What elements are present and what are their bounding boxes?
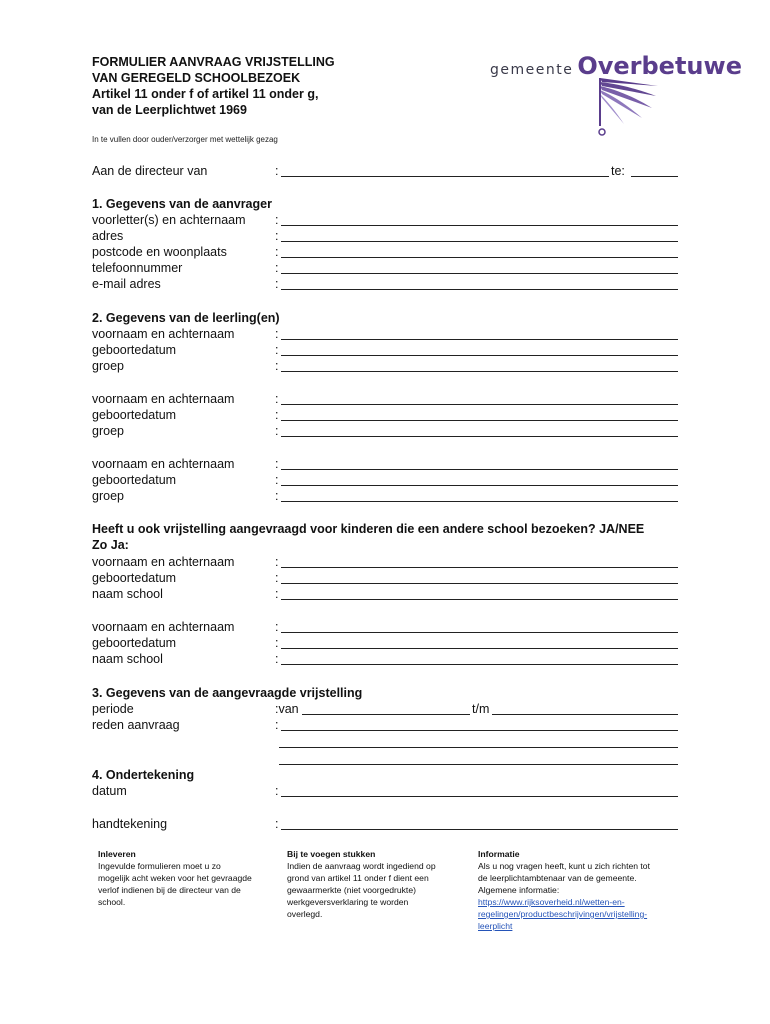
- footer-title: Informatie: [478, 849, 520, 859]
- field-label: adres: [92, 229, 124, 243]
- reason-field-line-3[interactable]: [279, 751, 678, 765]
- colon: :: [275, 261, 279, 275]
- student-3-birthdate-field[interactable]: [281, 472, 678, 486]
- field-label: geboortedatum: [92, 571, 177, 585]
- periode-label: periode: [92, 702, 134, 716]
- student-row: [92, 342, 678, 358]
- section-2-heading: 2. Gegevens van de leerling(en): [92, 311, 280, 325]
- footer-line: mogelijk acht weken voor het gevraagde: [98, 873, 252, 883]
- field-label: voornaam en achternaam: [92, 392, 235, 406]
- footer-line: overlegd.: [287, 909, 323, 919]
- student-1-group-field[interactable]: [281, 358, 678, 372]
- colon: :: [275, 555, 279, 569]
- director-school-field[interactable]: [281, 163, 609, 177]
- datum-label: datum: [92, 784, 127, 798]
- field-label: e-mail adres: [92, 277, 161, 291]
- colon: :: [275, 652, 279, 666]
- reden-label: reden aanvraag: [92, 718, 180, 732]
- reason-field-line-1[interactable]: [281, 717, 678, 731]
- section-1-heading: 1. Gegevens van de aanvrager: [92, 197, 272, 211]
- field-label: geboortedatum: [92, 473, 177, 487]
- footer-title: Inleveren: [98, 849, 136, 859]
- tm-label: t/m: [472, 702, 490, 716]
- student-3-name-field[interactable]: [281, 456, 678, 470]
- colon: :: [275, 636, 279, 650]
- student-2-name-field[interactable]: [281, 391, 678, 405]
- other-school-row: [92, 586, 678, 602]
- other-child-2-school-field[interactable]: [281, 651, 678, 665]
- applicant-email-row: [92, 276, 678, 292]
- student-2-group-field[interactable]: [281, 423, 678, 437]
- field-label: geboortedatum: [92, 343, 177, 357]
- info-link[interactable]: [478, 896, 688, 932]
- colon: :: [275, 213, 279, 227]
- gemeente-logo: [490, 46, 742, 138]
- colon: :: [275, 327, 279, 341]
- fill-in-note: In te vullen door ouder/verzorger met wettelijk gezag: [92, 135, 278, 144]
- field-label: postcode en woonplaats: [92, 245, 227, 259]
- colon: :: [275, 620, 279, 634]
- logo-wave-icon: [550, 76, 660, 138]
- section-4-heading: 4. Ondertekening: [92, 768, 195, 782]
- date-field[interactable]: [281, 783, 678, 797]
- colon: :: [275, 408, 279, 422]
- colon: :: [275, 164, 279, 178]
- other-school-row: [92, 570, 678, 586]
- signature-row: [92, 816, 678, 832]
- applicant-postcode-row: [92, 244, 678, 260]
- field-label: voornaam en achternaam: [92, 555, 235, 569]
- footer-line: school.: [98, 897, 126, 907]
- footer-line: Als u nog vragen heeft, kunt u zich richten tot: [478, 861, 650, 871]
- footer-line: de leerplichtambtenaar van de gemeente.: [478, 873, 637, 883]
- zo-ja-label: Zo Ja:: [92, 538, 129, 552]
- director-label: Aan de directeur van: [92, 164, 208, 178]
- footer-inleveren: [98, 848, 278, 908]
- title-line-3: Artikel 11 onder f of artikel 11 onder g,: [92, 87, 319, 101]
- applicant-address-row: [92, 228, 678, 244]
- field-label: telefoonnummer: [92, 261, 183, 275]
- other-school-row: [92, 554, 678, 570]
- period-row: [92, 701, 678, 717]
- other-school-question: Heeft u ook vrijstelling aangevraagd voor kinderen die een andere school bezoeken? JA/NEE: [92, 522, 645, 536]
- link-line[interactable]: leerplicht: [478, 921, 513, 931]
- colon: :: [275, 718, 279, 732]
- applicant-address-field[interactable]: [281, 228, 678, 242]
- colon: :: [275, 229, 279, 243]
- colon: :: [275, 473, 279, 487]
- other-child-1-school-field[interactable]: [281, 586, 678, 600]
- colon: :: [275, 784, 279, 798]
- student-row: [92, 358, 678, 374]
- student-row: [92, 407, 678, 423]
- logo-word-gemeente: gemeente: [490, 62, 574, 78]
- applicant-name-row: [92, 212, 678, 228]
- signature-field[interactable]: [281, 816, 678, 830]
- student-3-group-field[interactable]: [281, 488, 678, 502]
- footer-bij-te-voegen: [287, 848, 467, 920]
- field-label: voornaam en achternaam: [92, 457, 235, 471]
- student-row: [92, 423, 678, 439]
- period-start-field[interactable]: [302, 701, 470, 715]
- footer-informatie: [478, 848, 688, 932]
- date-row: [92, 783, 678, 799]
- applicant-name-field[interactable]: [281, 212, 678, 226]
- reason-field-line-2[interactable]: [279, 734, 678, 748]
- colon: :: [275, 277, 279, 291]
- footer-title: Bij te voegen stukken: [287, 849, 376, 859]
- colon: :: [275, 343, 279, 357]
- colon: :: [275, 457, 279, 471]
- other-child-2-birthdate-field[interactable]: [281, 635, 678, 649]
- footer-line: grond van artikel 11 onder f dient een: [287, 873, 429, 883]
- field-label: voorletter(s) en achternaam: [92, 213, 246, 227]
- link-line[interactable]: https://www.rijksoverheid.nl/wetten-en-: [478, 897, 625, 907]
- link-line[interactable]: regelingen/productbeschrijvingen/vrijstelling-: [478, 909, 648, 919]
- field-label: geboortedatum: [92, 636, 177, 650]
- footer-line: verlof indienen bij de directeur van de: [98, 885, 241, 895]
- field-label: groep: [92, 424, 124, 438]
- title-line-1: FORMULIER AANVRAAG VRIJSTELLING: [92, 55, 335, 69]
- colon: :: [275, 392, 279, 406]
- footer-line: Indien de aanvraag wordt ingediend op: [287, 861, 436, 871]
- footer-line: Algemene informatie:: [478, 885, 560, 895]
- applicant-email-field[interactable]: [281, 276, 678, 290]
- title-line-4: van de Leerplichtwet 1969: [92, 103, 247, 117]
- student-2-birthdate-field[interactable]: [281, 407, 678, 421]
- colon: :: [275, 359, 279, 373]
- form-title: [92, 54, 392, 118]
- other-child-2-name-field[interactable]: [281, 619, 678, 633]
- student-1-name-field[interactable]: [281, 326, 678, 340]
- other-school-row: [92, 619, 678, 635]
- student-row: [92, 391, 678, 407]
- student-row: [92, 488, 678, 504]
- period-end-field[interactable]: [492, 701, 678, 715]
- field-label: voornaam en achternaam: [92, 620, 235, 634]
- student-1-birthdate-field[interactable]: [281, 342, 678, 356]
- student-row: [92, 326, 678, 342]
- field-label: geboortedatum: [92, 408, 177, 422]
- director-row: [92, 163, 678, 179]
- field-label: groep: [92, 489, 124, 503]
- colon: :: [275, 571, 279, 585]
- colon: :: [275, 424, 279, 438]
- other-child-1-name-field[interactable]: [281, 554, 678, 568]
- colon: :: [275, 245, 279, 259]
- colon: :: [275, 587, 279, 601]
- field-label: naam school: [92, 587, 163, 601]
- field-label: groep: [92, 359, 124, 373]
- te-label: te:: [611, 164, 625, 178]
- applicant-phone-field[interactable]: [281, 260, 678, 274]
- section-3-heading: 3. Gegevens van de aangevraagde vrijstelling: [92, 686, 363, 700]
- reason-row: [92, 717, 678, 733]
- footer-line: werkgeversverklaring te worden: [287, 897, 409, 907]
- logo-word-overbetuwe: Overbetuwe: [577, 52, 742, 80]
- other-school-row: [92, 651, 678, 667]
- student-row: [92, 456, 678, 472]
- director-place-field[interactable]: [631, 163, 678, 177]
- field-label: naam school: [92, 652, 163, 666]
- van-label: :van: [275, 702, 299, 716]
- footer-line: Ingevulde formulieren moet u zo: [98, 861, 221, 871]
- reason-row: [92, 751, 678, 767]
- other-child-1-birthdate-field[interactable]: [281, 570, 678, 584]
- other-school-row: [92, 635, 678, 651]
- footer-line: gewaarmerkte (niet voorgedrukte): [287, 885, 416, 895]
- student-row: [92, 472, 678, 488]
- applicant-phone-row: [92, 260, 678, 276]
- colon: :: [275, 817, 279, 831]
- handtekening-label: handtekening: [92, 817, 168, 831]
- applicant-postcode-field[interactable]: [281, 244, 678, 258]
- reason-row: [92, 734, 678, 750]
- field-label: voornaam en achternaam: [92, 327, 235, 341]
- colon: :: [275, 489, 279, 503]
- title-line-2: VAN GEREGELD SCHOOLBEZOEK: [92, 71, 301, 85]
